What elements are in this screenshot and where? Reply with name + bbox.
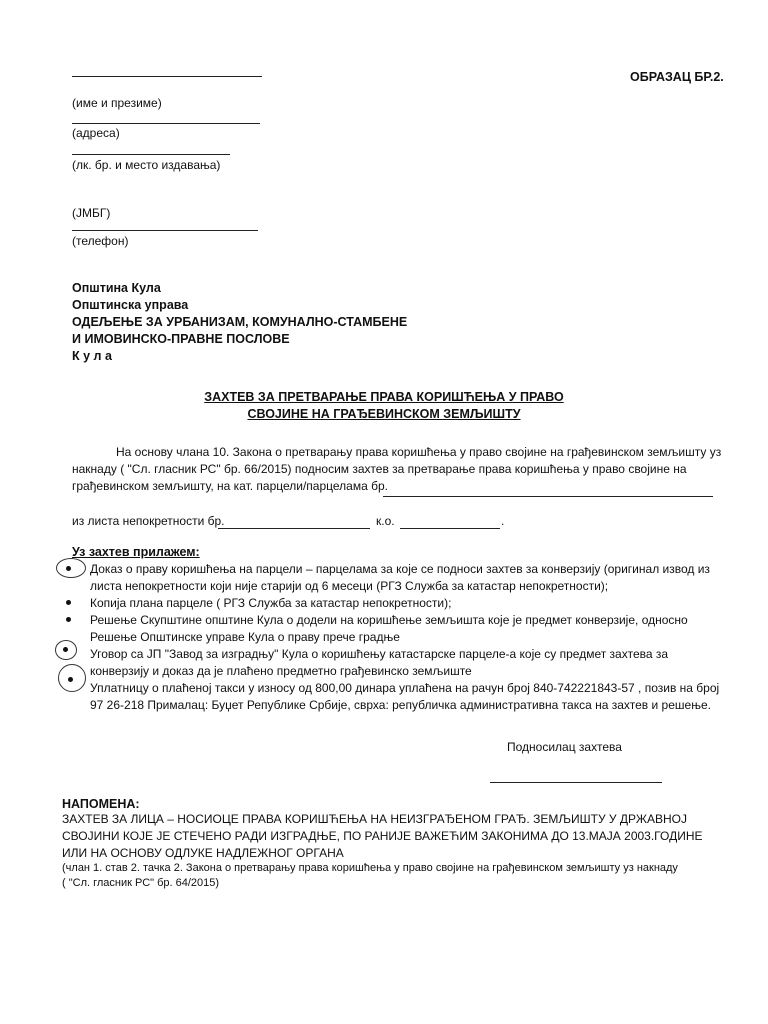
- attachment-3-line-1: Решење Скупштине општине Кула о додели на коришћење земљишта које је предмет конверзије, односно: [90, 613, 688, 627]
- attachment-3-line-2: Решење Општинске управе Кула о праву прече градње: [90, 630, 400, 644]
- handwritten-circle-mark: [56, 558, 86, 578]
- body-line-4-end: .: [501, 514, 505, 528]
- id-line[interactable]: [72, 154, 230, 155]
- address-line[interactable]: [72, 123, 260, 124]
- recipient-department-2: И ИМОВИНСКО-ПРАВНЕ ПОСЛОВЕ: [72, 332, 290, 346]
- recipient-city: К у л а: [72, 349, 112, 363]
- note-line-5: ( "Сл. гласник РС" бр. 64/2015): [62, 877, 220, 889]
- name-label: (име и презиме): [72, 96, 162, 110]
- attachment-5-line-1: Уплатницу о плаћеној такси у износу од 800,00 динара уплаћена на рачун број 840-742221843-57 , позив на број: [90, 681, 720, 695]
- bullet-icon: [63, 647, 68, 652]
- id-label: (лк. бр. и место издавања): [72, 158, 221, 172]
- attachment-1-line-2: листа непокретности који није старији од 6 месеци (РГЗ Служба за катастар непокретности);: [90, 579, 609, 593]
- property-list-line[interactable]: [218, 528, 370, 529]
- parcel-number-line[interactable]: [383, 496, 713, 497]
- recipient-block: [72, 280, 407, 365]
- signature-line[interactable]: [490, 782, 662, 783]
- attachment-4-line-2: конверзију и доказ да је плаћено предметно грађевинско земљиште: [90, 664, 472, 678]
- recipient-administration: Општинска управа: [72, 298, 189, 312]
- phone-label: (телефон): [72, 234, 129, 248]
- attachment-4-line-1: Уговор са ЈП "Завод за изградњу" Кула о коришћењу катастарске парцеле-а које су предмет захтева за: [90, 647, 669, 661]
- body-line-3: грађевинском земљишту, на кат. парцели/парцелама бр.: [72, 479, 388, 493]
- cadastral-municipality-line[interactable]: [400, 528, 500, 529]
- name-line[interactable]: [72, 76, 262, 77]
- address-label: (адреса): [72, 126, 120, 140]
- title-line-2: СВОЈИНЕ НА ГРАЂЕВИНСКОМ ЗЕМЉИШТУ: [247, 407, 521, 421]
- recipient-municipality: Општина Кула: [72, 281, 161, 295]
- attachment-1-line-1: Доказ о праву коришћења на парцели – парцелама за које се подноси захтев за конверзију (оригинал извод из: [90, 562, 710, 576]
- cadastral-municipality-label: к.о.: [376, 514, 395, 528]
- bullet-icon: [66, 617, 71, 622]
- note-line-1: ЗАХТЕВ ЗА ЛИЦА – НОСИОЦЕ ПРАВА КОРИШЋЕЊА НА НЕИЗГРАЂЕНОМ ГРАЂ. ЗЕМЉИШТУ У ДРЖАВНОЈ: [62, 812, 687, 826]
- attachments-heading: Уз захтев прилажем:: [72, 545, 200, 559]
- note-line-4: (члан 1. став 2. тачка 2. Закона о претварању права коришћења у право својине на грађевинском земљишту уз накнаду: [62, 862, 678, 874]
- jmbg-label: (ЈМБГ): [72, 206, 111, 220]
- recipient-department-1: ОДЕЉЕЊЕ ЗА УРБАНИЗАМ, КОМУНАЛНО-СТАМБЕНЕ: [72, 315, 408, 329]
- bullet-icon: [66, 600, 71, 605]
- title-line-1: ЗАХТЕВ ЗА ПРЕТВАРАЊЕ ПРАВА КОРИШЋЕЊА У ПРАВО: [204, 390, 564, 404]
- note-heading: НАПОМЕНА:: [62, 797, 140, 811]
- attachment-5-line-2: 97 26-218 Прималац: Буџет Републике Србије, сврха: републичка административна такса на захтев и решење.: [90, 698, 711, 712]
- signature-label: Подносилац захтева: [507, 740, 622, 754]
- body-line-4-label: из листа непокретности бр.: [72, 514, 225, 528]
- phone-line[interactable]: [72, 230, 258, 231]
- note-line-3: ИЛИ НА ОСНОВУ ОДЛУКЕ НАДЛЕЖНОГ ОРГАНА: [62, 846, 344, 860]
- body-line-2: накнаду ( "Сл. гласник РС" бр. 66/2015) подносим захтев за претварање права коришћења у право својине на: [72, 462, 687, 476]
- body-line-1: На основу члана 10. Закона о претварању права коришћења у право својине на грађевинском земљишту уз: [116, 445, 722, 459]
- form-number: ОБРАЗАЦ БР.2.: [630, 70, 724, 84]
- note-line-2: СВОЈИНИ КОЈЕ ЈЕ СТЕЧЕНО РАДИ ИЗГРАДЊЕ, ПО РАНИЈЕ ВАЖЕЋИМ ЗАКОНИМА ДО 13.МАЈА 2003.ГОДИНЕ: [62, 829, 703, 843]
- attachment-2-line-1: Копија плана парцеле ( РГЗ Служба за катастар непокретности);: [90, 596, 452, 610]
- bullet-icon: [66, 566, 71, 571]
- bullet-icon: [68, 677, 73, 682]
